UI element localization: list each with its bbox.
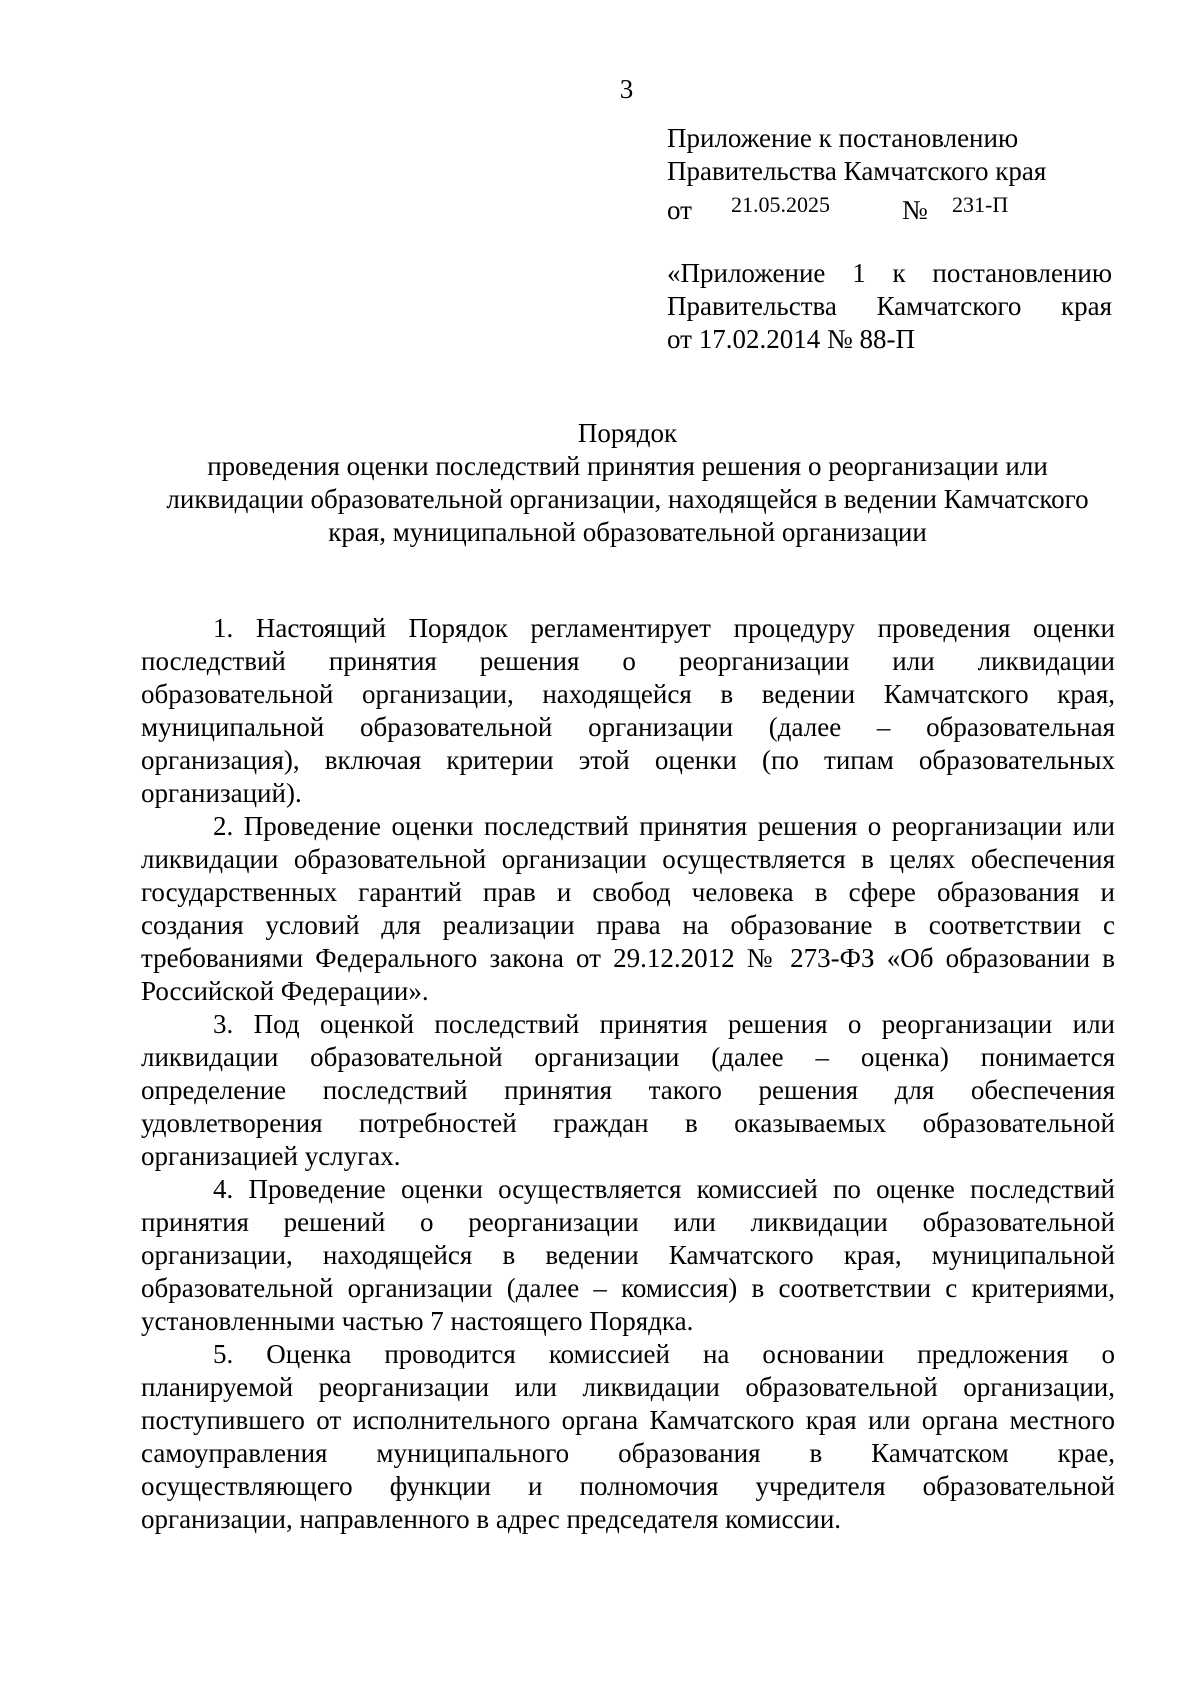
title-line-3: края, муниципальной образовательной организации <box>328 517 927 547</box>
paragraph-line: организации, находящейся в ведении Камчатского края, муниципальной <box>141 1240 1115 1270</box>
previous-annex-line-3: от 17.02.2014 № 88-П <box>667 324 915 354</box>
paragraph-line: 4. Проведение оценки осуществляется комиссией по оценке последствий <box>213 1174 1115 1204</box>
previous-annex-header <box>667 257 1112 356</box>
paragraph-2 <box>141 810 1115 1008</box>
document-title <box>140 417 1115 549</box>
paragraph-5 <box>141 1338 1115 1536</box>
paragraph-line: ликвидации образовательной организации осуществляется в целях обеспечения <box>141 844 1115 874</box>
paragraph-line: принятия решений о реорганизации или ликвидации образовательной <box>141 1207 1115 1237</box>
paragraph-line: 5. Оценка проводится комиссией на основании предложения о <box>213 1339 1115 1369</box>
paragraph-line: Российской Федерации». <box>141 976 429 1006</box>
paragraph-line: осуществляющего функции и полномочия учредителя образовательной <box>141 1471 1115 1501</box>
annex-date: 21.05.2025 <box>731 192 830 217</box>
paragraph-line: образовательной организации (далее – комиссия) в соответствии с критериями, <box>141 1273 1115 1303</box>
paragraph-line: планируемой реорганизации или ликвидации образовательной организации, <box>141 1372 1115 1402</box>
paragraph-line: последствий принятия решения о реорганизации или ликвидации <box>141 646 1115 676</box>
annex-line-1: Приложение к постановлению <box>667 123 1019 153</box>
annex-date-row <box>667 188 1117 224</box>
title-heading: Порядок <box>577 418 678 448</box>
annex-number-sign: № <box>902 195 928 225</box>
paragraph-line: муниципальной образовательной организации (далее – образовательная <box>141 712 1115 742</box>
paragraph-line: организации, направленного в адрес председателя комиссии. <box>141 1504 842 1534</box>
paragraph-line: создания условий для реализации права на образование в соответствии с <box>141 910 1115 940</box>
paragraph-line: самоуправления муниципального образования в Камчатском крае, <box>141 1438 1115 1468</box>
paragraph-line: установленными частью 7 настоящего Порядка. <box>141 1306 694 1336</box>
paragraph-line: государственных гарантий прав и свобод человека в сфере образования и <box>141 877 1115 907</box>
paragraph-line: образовательной организации, находящейся в ведении Камчатского края, <box>141 679 1115 709</box>
paragraph-line: ликвидации образовательной организации (далее – оценка) понимается <box>141 1042 1115 1072</box>
paragraph-line: 1. Настоящий Порядок регламентирует процедуру проведения оценки <box>213 613 1115 643</box>
paragraph-line: 3. Под оценкой последствий принятия решения о реорганизации или <box>213 1009 1115 1039</box>
paragraph-line: организаций). <box>141 778 302 808</box>
paragraph-1 <box>141 612 1115 810</box>
annex-number: 231-П <box>952 192 1009 217</box>
paragraph-4 <box>141 1173 1115 1338</box>
paragraph-line: поступившего от исполнительного органа Камчатского края или органа местного <box>141 1405 1115 1435</box>
annex-line-2: Правительства Камчатского края <box>667 156 1047 186</box>
previous-annex-line-2: Правительства Камчатского края <box>667 291 1112 321</box>
paragraph-3 <box>141 1008 1115 1173</box>
previous-annex-line-1: «Приложение 1 к постановлению <box>667 258 1112 288</box>
annex-header <box>667 122 1117 224</box>
paragraph-line: определение последствий принятия такого решения для обеспечения <box>141 1075 1115 1105</box>
paragraph-line: требованиями Федерального закона от 29.12.2012 № 273-ФЗ «Об образовании в <box>141 943 1115 973</box>
title-line-1: проведения оценки последствий принятия решения о реорганизации или <box>207 451 1048 481</box>
page-number: 3 <box>619 74 634 104</box>
title-line-2: ликвидации образовательной организации, находящейся в ведении Камчатского <box>166 484 1089 514</box>
document-body <box>141 612 1115 1536</box>
annex-from-label: от <box>667 195 692 225</box>
paragraph-line: организацией услугах. <box>141 1141 401 1171</box>
paragraph-line: удовлетворения потребностей граждан в оказываемых образовательной <box>141 1108 1115 1138</box>
paragraph-line: 2. Проведение оценки последствий принятия решения о реорганизации или <box>213 811 1115 841</box>
paragraph-line: организация), включая критерии этой оценки (по типам образовательных <box>141 745 1115 775</box>
